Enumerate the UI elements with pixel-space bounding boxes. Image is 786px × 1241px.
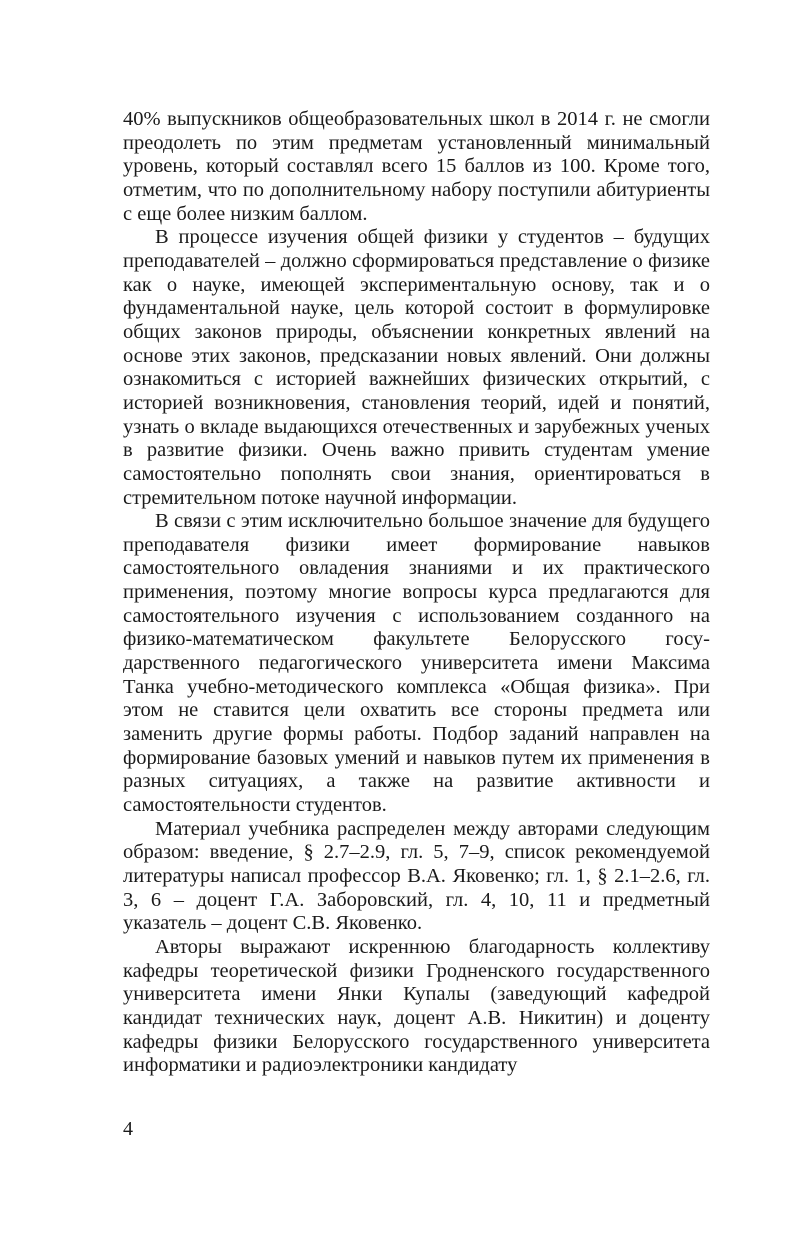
paragraph-3: В связи с этим исключительно большое значение для будущего преподавателя физики имеет формирование навыков самостоятельного овладения знаниями и их практического применения, поэтому многие вопросы курса предлагаются для самостоятельного изучения с использованием созданного на физико-математическом факультете Белорусского государственного педагогического университета имени Максима Танка учебно-методического комплекса «Общая физика». При этом не ставится цели охватить все стороны предмета или заменить другие формы работы. Подбор заданий направлен на формирование базовых умений и навыков путем их применения в разных ситуациях, а также на развитие активности и самостоятельности студентов. [123,510,710,817]
page-number: 4 [123,1118,133,1140]
page-text-body [123,108,710,1078]
paragraph-2: В процессе изучения общей физики у студентов – будущих преподавателей – должно сформироваться представление о физике как о науке, имеющей экспериментальную основу, так и о фундаментальной науке, цель которой состоит в формулировке общих законов природы, объяснении конкретных явлений на основе этих законов, предсказании новых явлений. Они должны ознакомиться с историей важнейших физических открытий, с историей возникновения, становления теорий, идей и понятий, узнать о вкладе выдающихся отечественных и зарубежных ученых в развитие физики. Очень важно привить студентам умение самостоятельно пополнять свои знания, ориентироваться в стремительном потоке научной информации. [123,226,710,509]
paragraph-5: Авторы выражают искреннюю благодарность коллективу кафедры теоретической физики Гродненского государственного университета имени Янки Купалы (заведующий кафедрой кандидат технических наук, доцент А.В. Никитин) и доценту кафедры физики Белорусского государственного университета информатики и радиоэлектроники кандидату [123,935,710,1077]
paragraph-4: Материал учебника распределен между авторами следующим образом: введение, § 2.7–2.9, гл. 5, 7–9, список рекомендуемой литературы написал профессор В.А. Яковенко; гл. 1, § 2.1–2.6, гл. 3, 6 – доцент Г.А. Заборовский, гл. 4, 10, 11 и предметный указатель – доцент С.В. Яковенко. [123,817,710,935]
paragraph-1: 40% выпускников общеобразовательных школ в 2014 г. не смогли преодолеть по этим предметам установленный минимальный уровень, который составлял всего 15 баллов из 100. Кроме того, отметим, что по дополнительному набору поступили абитуриенты с еще более низким баллом. [123,108,710,225]
